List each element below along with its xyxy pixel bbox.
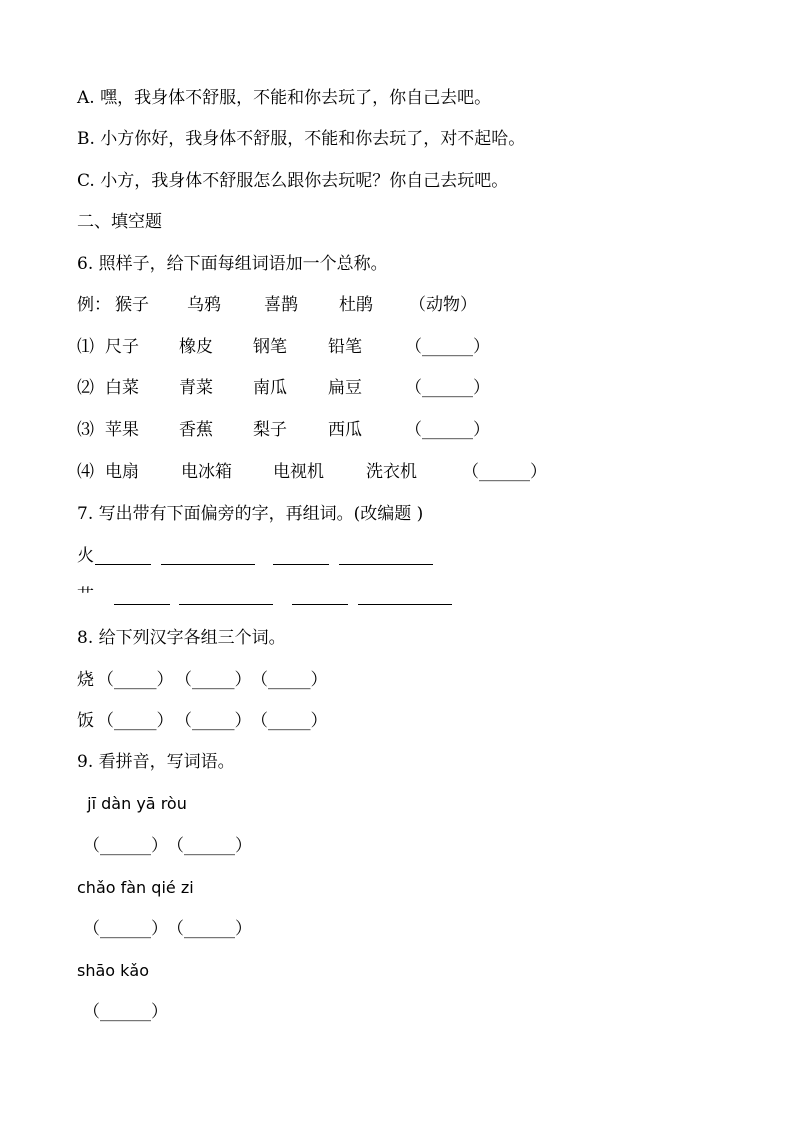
target-char: 烧 bbox=[77, 670, 94, 690]
radical-row bbox=[77, 546, 94, 566]
example-prefix: 例： bbox=[77, 295, 111, 315]
word: 南瓜 bbox=[253, 378, 287, 398]
word: 铅笔 bbox=[328, 337, 362, 357]
word: 青菜 bbox=[179, 378, 213, 398]
writing-blank[interactable] bbox=[273, 564, 329, 565]
pinyin-answer-row bbox=[77, 1002, 168, 1022]
writing-blank[interactable] bbox=[179, 604, 273, 605]
writing-blank[interactable] bbox=[114, 604, 170, 605]
answer-blank[interactable]: （_____） bbox=[251, 670, 328, 690]
pinyin-line: jī dàn yā ròu bbox=[77, 794, 187, 813]
radical-char: 艹 bbox=[77, 586, 94, 606]
answer-blank[interactable]: （_____） bbox=[251, 711, 328, 731]
answer-blank[interactable]: （______） bbox=[83, 1002, 168, 1022]
word: 梨子 bbox=[253, 420, 287, 440]
row-number: ⑶ bbox=[77, 420, 94, 440]
answer-blank[interactable]: （_____） bbox=[97, 711, 174, 731]
answer-blank[interactable]: （______） bbox=[83, 919, 168, 939]
answer-blank[interactable]: （_____） bbox=[175, 670, 252, 690]
example-word: 杜鹃 bbox=[339, 295, 373, 315]
row-number: ⑴ bbox=[77, 337, 94, 357]
word-group-row bbox=[77, 337, 490, 357]
example-word: 喜鹊 bbox=[264, 295, 298, 315]
word-group-row bbox=[77, 462, 547, 482]
word: 香蕉 bbox=[179, 420, 213, 440]
option-b: B. 小方你好，我身体不舒服，不能和你去玩了，对不起哈。 bbox=[77, 129, 526, 149]
option-c: C. 小方，我身体不舒服怎么跟你去玩呢？你自己去玩吧。 bbox=[77, 171, 509, 191]
example-answer: （动物） bbox=[409, 295, 477, 315]
writing-blank[interactable] bbox=[358, 604, 452, 605]
question-8-title: 8. 给下列汉字各组三个词。 bbox=[77, 628, 286, 648]
word: 西瓜 bbox=[328, 420, 362, 440]
answer-blank[interactable]: （______） bbox=[167, 836, 252, 856]
answer-blank[interactable]: （______） bbox=[462, 462, 547, 482]
word-group-row bbox=[77, 420, 490, 440]
word: 电冰箱 bbox=[181, 462, 232, 482]
word: 钢笔 bbox=[253, 337, 287, 357]
question-6-title: 6. 照样子，给下面每组词语加一个总称。 bbox=[77, 254, 388, 274]
answer-blank[interactable]: （______） bbox=[167, 919, 252, 939]
row-number: ⑵ bbox=[77, 378, 94, 398]
question-7-title: 7. 写出带有下面偏旁的字，再组词。(改编题 ) bbox=[77, 504, 424, 524]
writing-blank[interactable] bbox=[339, 564, 433, 565]
pinyin-line: shāo kǎo bbox=[77, 961, 150, 980]
word: 白菜 bbox=[105, 378, 139, 398]
option-a: A. 嘿，我身体不舒服，不能和你去玩了，你自己去吧。 bbox=[77, 88, 492, 108]
question-9-title: 9. 看拼音，写词语。 bbox=[77, 752, 235, 772]
word: 橡皮 bbox=[179, 337, 213, 357]
word: 电视机 bbox=[273, 462, 324, 482]
answer-blank[interactable]: （______） bbox=[405, 420, 490, 440]
pinyin-line: chǎo fàn qié zi bbox=[77, 878, 194, 897]
answer-blank[interactable]: （_____） bbox=[97, 670, 174, 690]
pinyin-answer-row bbox=[77, 836, 252, 856]
example-word: 乌鸦 bbox=[187, 295, 221, 315]
answer-blank[interactable]: （_____） bbox=[175, 711, 252, 731]
word: 尺子 bbox=[105, 337, 139, 357]
char-row bbox=[77, 711, 328, 731]
answer-blank[interactable]: （______） bbox=[405, 337, 490, 357]
writing-blank[interactable] bbox=[95, 564, 151, 565]
row-number: ⑷ bbox=[77, 462, 94, 482]
target-char: 饭 bbox=[77, 711, 94, 731]
writing-blank[interactable] bbox=[292, 604, 348, 605]
word: 电扇 bbox=[105, 462, 139, 482]
example-row bbox=[77, 295, 477, 315]
radical-char: 火 bbox=[77, 546, 94, 566]
answer-blank[interactable]: （______） bbox=[83, 836, 168, 856]
example-word: 猴子 bbox=[115, 295, 149, 315]
char-row bbox=[77, 670, 328, 690]
word: 洗衣机 bbox=[366, 462, 417, 482]
word-group-row bbox=[77, 378, 490, 398]
word: 扁豆 bbox=[328, 378, 362, 398]
answer-blank[interactable]: （______） bbox=[405, 378, 490, 398]
radical-row bbox=[77, 586, 94, 606]
section-title: 二、填空题 bbox=[77, 212, 162, 232]
word: 苹果 bbox=[105, 420, 139, 440]
pinyin-answer-row bbox=[77, 919, 252, 939]
writing-blank[interactable] bbox=[161, 564, 255, 565]
